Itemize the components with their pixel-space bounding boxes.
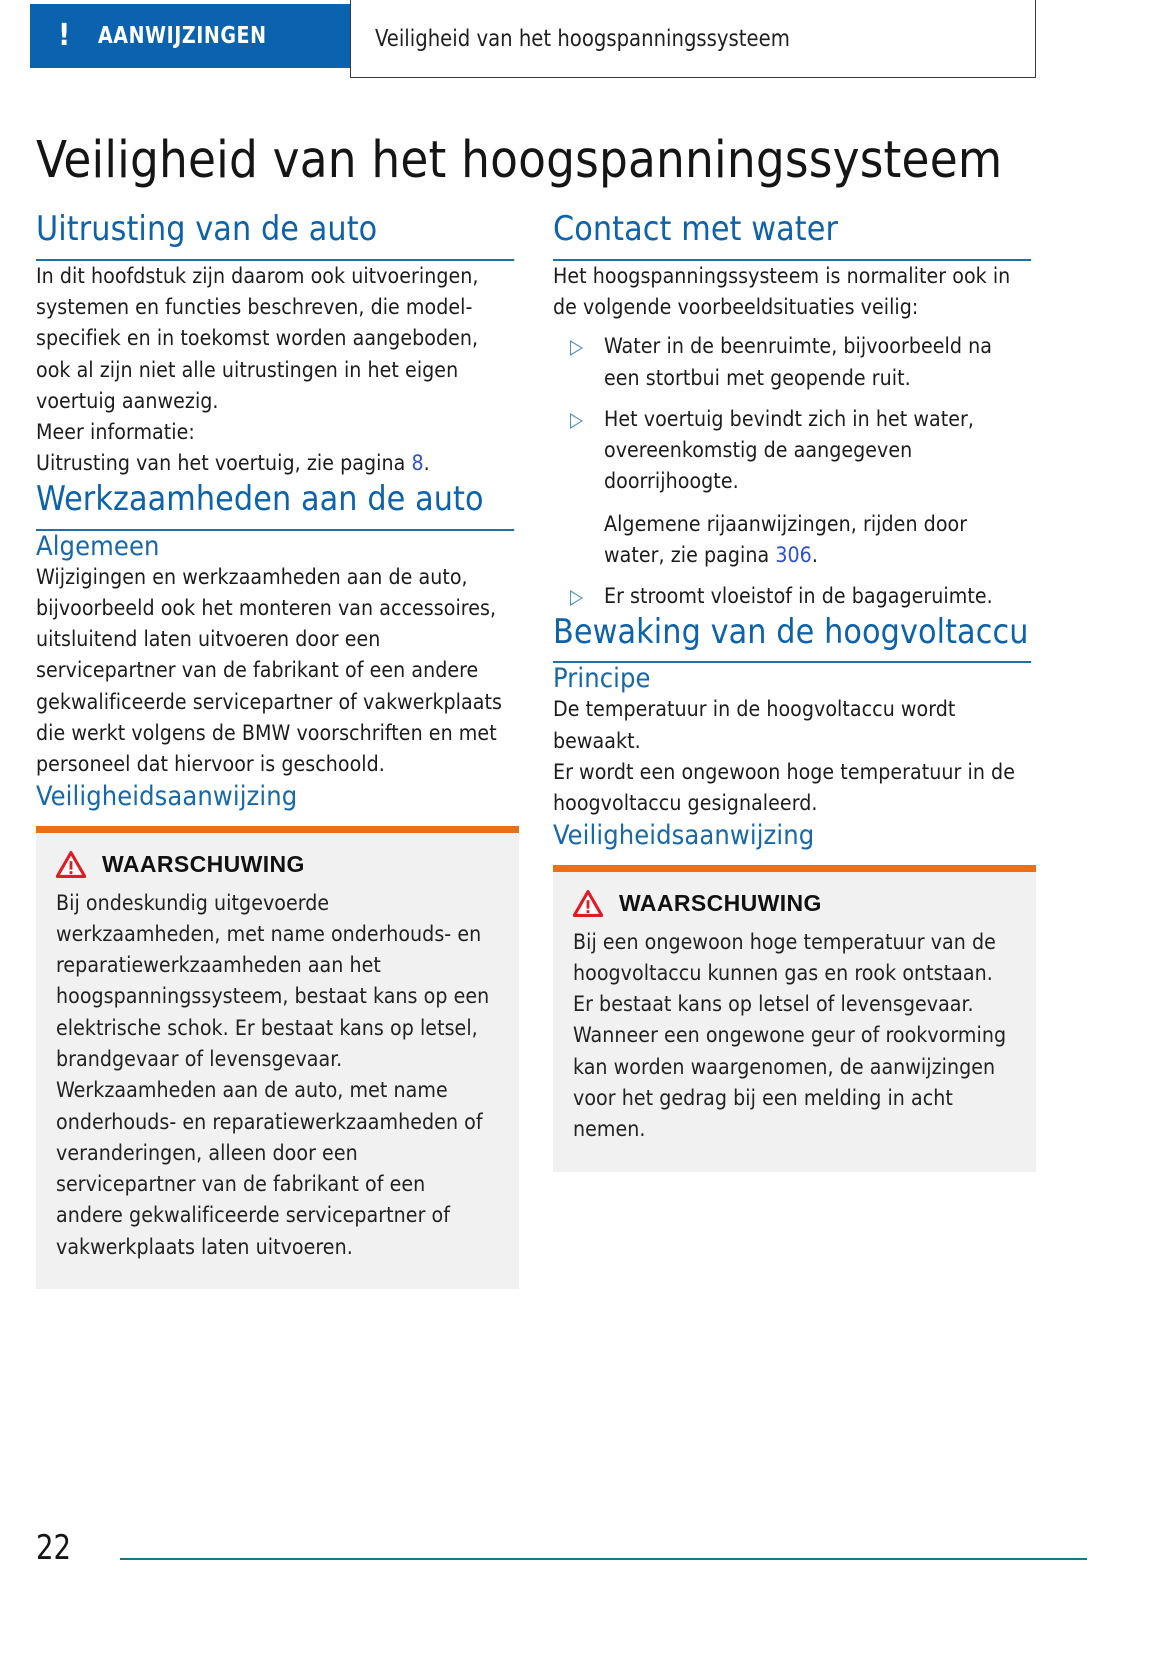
cross-reference-rijden-door-water	[604, 509, 1030, 572]
paragraph-algemeen: Wijzigingen en werkzaamheden aan de auto, bijvoorbeeld ook het monteren van accessoires, uitsluitend laten uitvoeren door een servicepartner van de fabrikant of een andere gekwalificeerde servicepartner of vakwerkplaats die werkt volgens de BMW voorschriften en met personeel dat hiervoor is geschoold.	[36, 564, 502, 778]
warning-text-right: Bij een ongewoon hoge temperatuur van de hoogvoltaccu kunnen gas en rook ontstaan. Er bestaat kans op letsel of levensgevaar. Wanneer een ongewone geur of rookvorming kan worden waargenomen, de aanwijzingen voor het gedrag bij een melding in acht nemen.	[573, 929, 1007, 1143]
warning-box-left	[36, 826, 519, 1289]
heading-bewaking-van-de-hoogvoltaccu: Bewaking van de hoogvoltaccu	[553, 613, 1031, 664]
paragraph-principe-2: Er wordt een ongewoon hoge temperatuur in de hoogvoltaccu gesignaleerd.	[553, 759, 1015, 817]
header-chapter-title: Veiligheid van het hoogspanningssysteem	[375, 25, 790, 52]
subheading-veiligheidsaanwijzing-left: Veiligheidsaanwijzing	[36, 780, 298, 812]
page-link-8[interactable]: 8	[411, 451, 424, 477]
right-column	[553, 210, 1036, 1172]
warning-text-left: Bij ondeskundig uitgevoerde werkzaamheden, met name onderhouds- en reparatiewerkzaamheden aan het hoogspanningssysteem, bestaat kans op een elektrische schok. Er bestaat kans op letsel, brandgevaar of levensgevaar. Werkzaamheden aan de auto, met name onderhouds- en reparatiewerkzaamheden of veranderingen, alleen door een servicepartner van de fabrikant of een andere gekwalificeerde servicepartner of vakwerkplaats laten uitvoeren.	[56, 890, 490, 1260]
list-item	[553, 404, 1036, 571]
page-title: Veiligheid van het hoogspanningssysteem	[36, 131, 1003, 191]
heading-contact-met-water: Contact met water	[553, 210, 1031, 261]
heading-werkzaamheden-aan-de-auto: Werkzaamheden aan de auto	[36, 480, 514, 531]
warning-title-left: WAARSCHUWING	[102, 850, 305, 877]
list-item	[553, 331, 1036, 394]
warning-triangle-icon	[56, 851, 86, 878]
cross-reference-text: Uitrusting van het voertuig, zie pagina	[36, 451, 412, 477]
warning-box-right	[553, 865, 1036, 1172]
header-tab-label: AANWIJZINGEN	[98, 23, 267, 49]
list-item-text: Water in de beenruimte, bijvoorbeeld na een stortbui met geopende ruit.	[604, 334, 992, 391]
warning-title-right: WAARSCHUWING	[619, 889, 822, 916]
footer-divider	[120, 1558, 1087, 1560]
page-link-306[interactable]: 306	[775, 543, 812, 569]
cross-reference-text: Algemene rijaanwijzingen, rijden door water, zie pagina	[604, 511, 968, 569]
page-number: 22	[36, 1528, 72, 1568]
left-column	[36, 210, 519, 1289]
running-header	[0, 0, 1166, 80]
heading-uitrusting-van-de-auto: Uitrusting van de auto	[36, 210, 514, 261]
triangle-bullet-icon	[570, 590, 583, 606]
paragraph-meer-informatie: Meer informatie:	[36, 420, 195, 446]
triangle-bullet-icon	[570, 340, 583, 356]
page-footer	[0, 1504, 1166, 1654]
bullet-list-water-situaties	[553, 331, 1036, 612]
cross-reference-period: .	[423, 451, 430, 477]
paragraph-principe-1: De temperatuur in de hoogvoltaccu wordt bewaakt.	[553, 697, 956, 754]
content-columns	[0, 210, 1166, 1450]
list-item-text: Het voertuig bevindt zich in het water, overeenkomstig de aangegeven doorrijhoogte.	[604, 406, 975, 495]
warning-header-left	[56, 851, 499, 878]
paragraph-uitrusting-intro: In dit hoofdstuk zijn daarom ook uitvoeringen, systemen en functies beschreven, die model-specifiek en in toekomst worden aangeboden, ook al zijn niet alle uitrustingen in het eigen voertuig aanwezig.	[36, 263, 479, 414]
header-chapter-box	[350, 0, 1036, 78]
exclamation-icon: !	[58, 18, 71, 53]
subheading-veiligheidsaanwijzing-right: Veiligheidsaanwijzing	[553, 819, 815, 851]
cross-reference-uitrusting	[36, 448, 512, 479]
header-chapter-tab	[30, 4, 350, 68]
paragraph-contact-met-water-intro: Het hoogspanningssysteem is normaliter ook in de volgende voorbeeldsituaties veilig:	[553, 263, 1011, 321]
cross-reference-period: .	[811, 543, 818, 569]
subheading-algemeen: Algemeen	[36, 530, 160, 562]
triangle-bullet-icon	[570, 413, 583, 429]
warning-triangle-icon	[573, 890, 603, 917]
warning-header-right	[573, 890, 1016, 917]
subheading-principe: Principe	[553, 663, 651, 695]
list-item-text: Er stroomt vloeistof in de bagageruimte.	[604, 584, 993, 610]
list-item	[553, 581, 1036, 612]
